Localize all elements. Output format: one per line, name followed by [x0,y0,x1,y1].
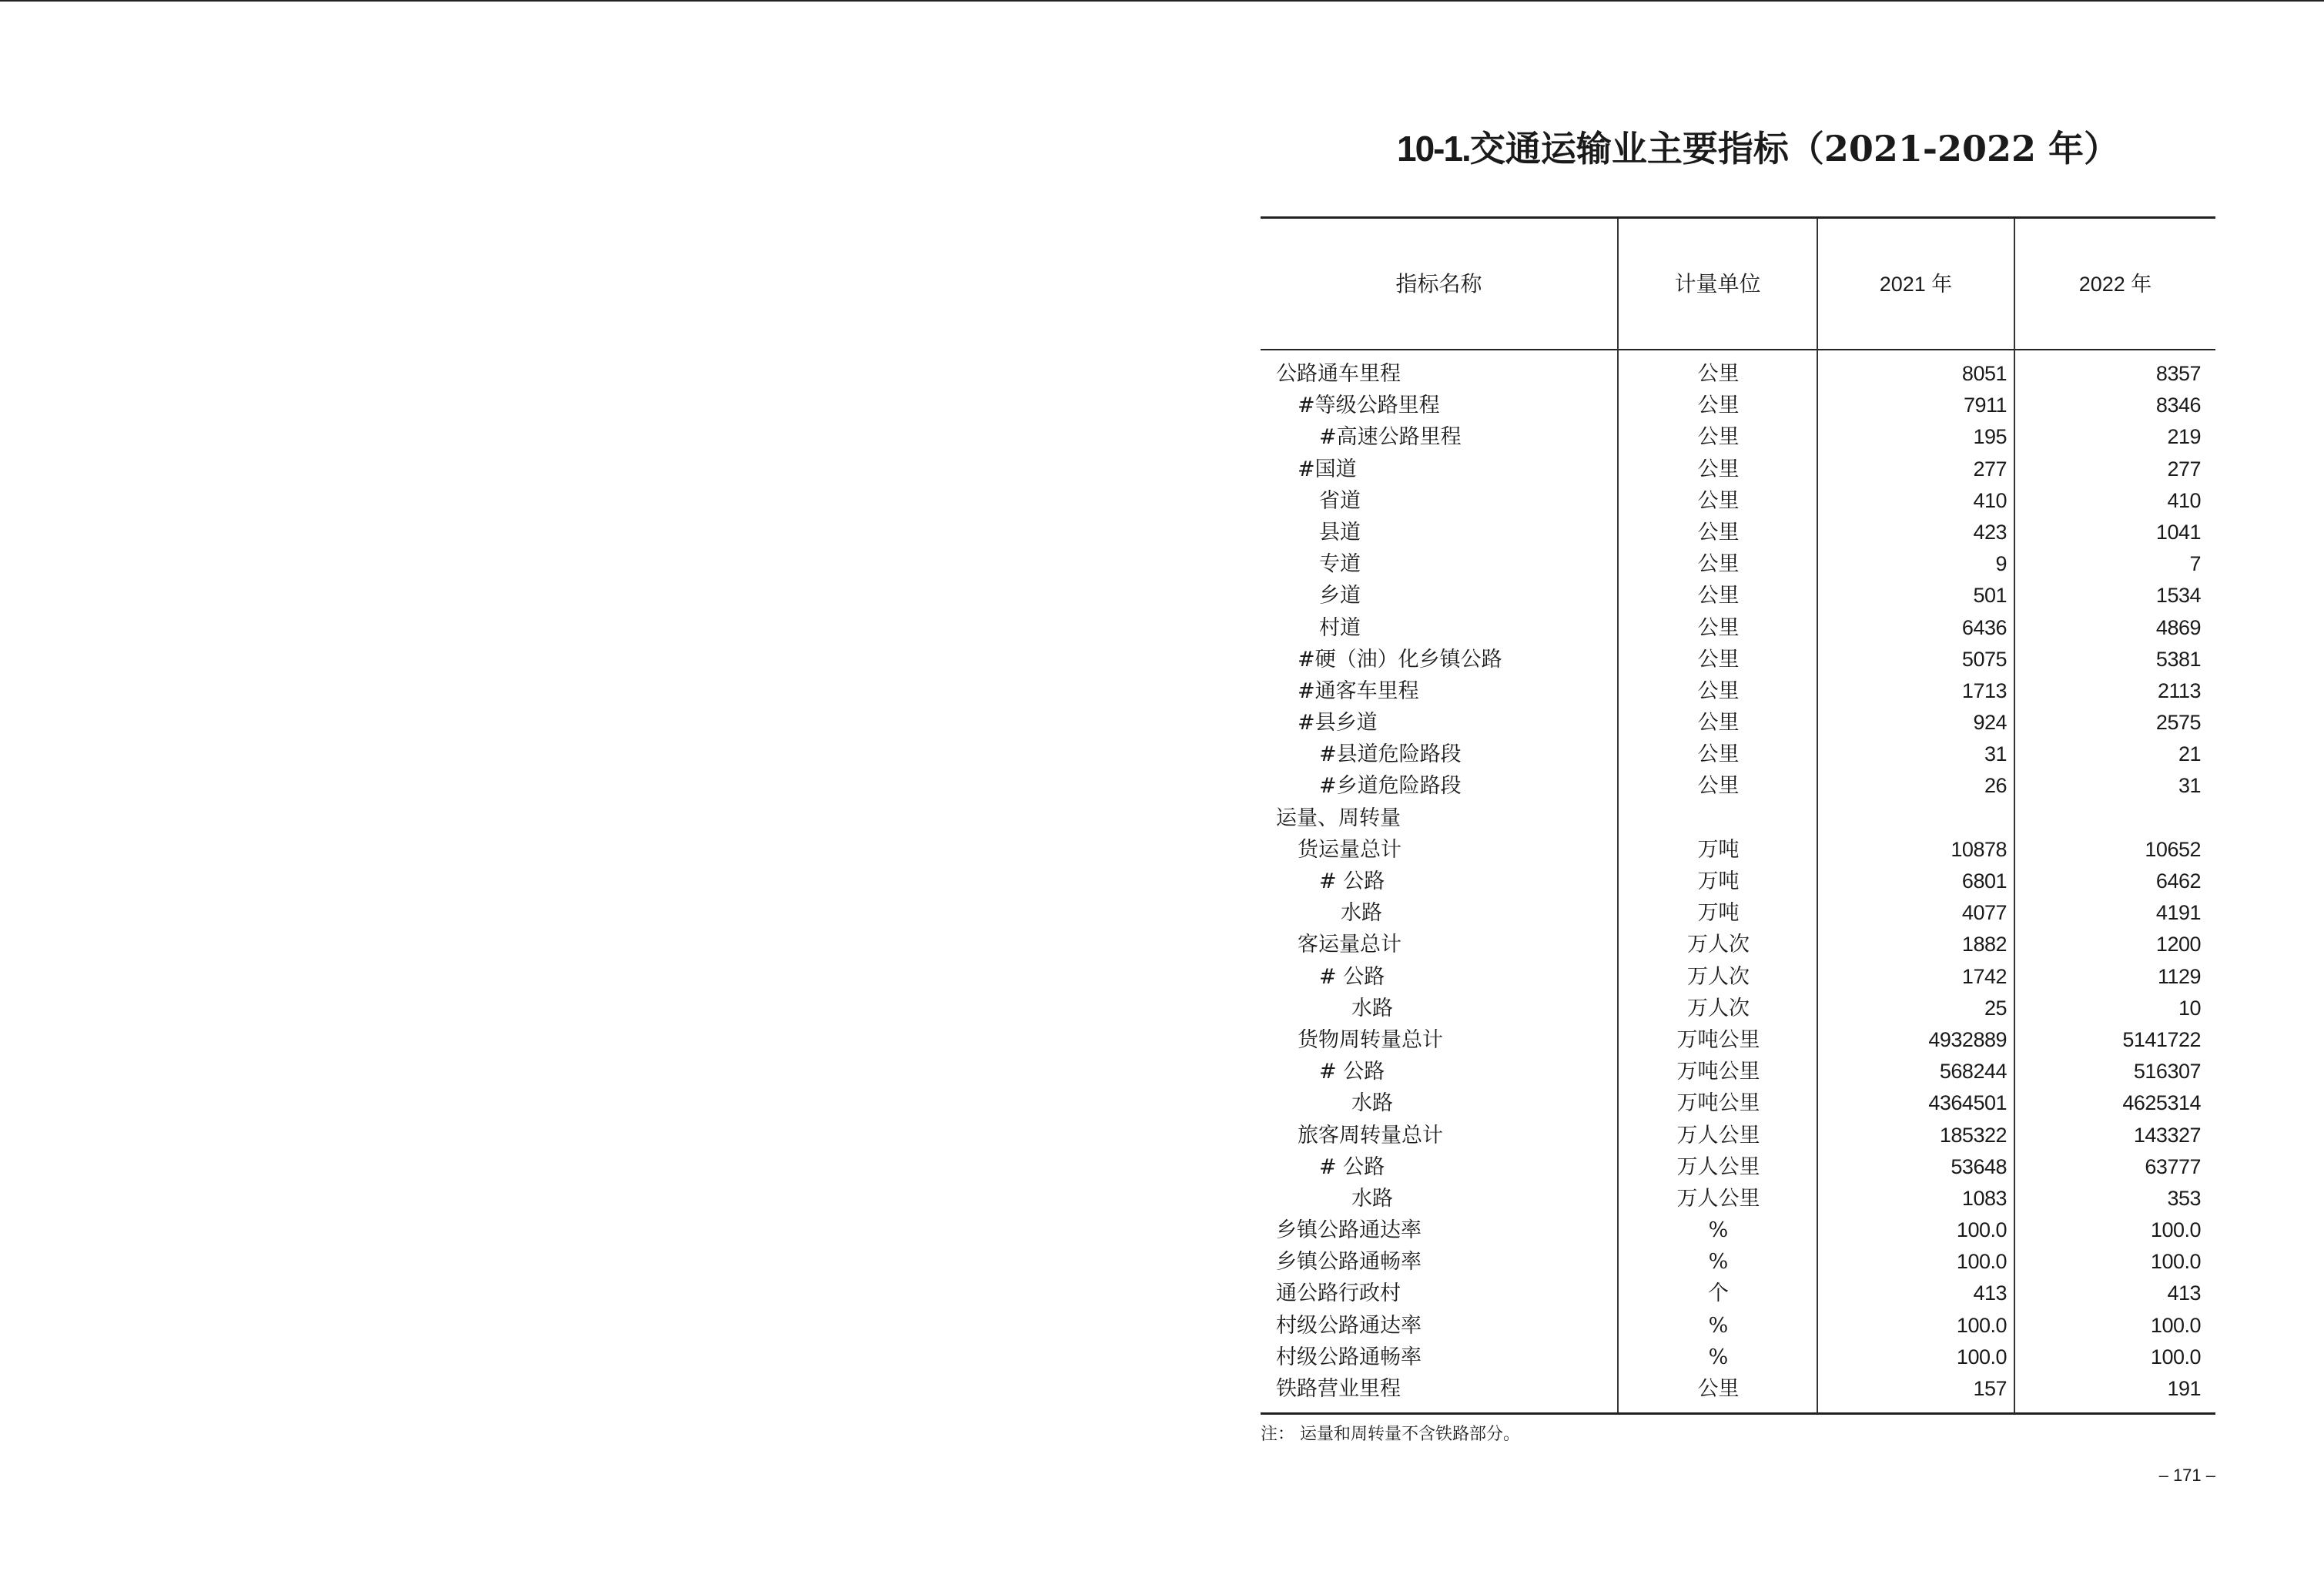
table-row [1261,1087,2215,1119]
value-2021-cell: 423 [1973,520,2007,544]
unit-cell: 万吨 [1697,901,1740,926]
table-row [1261,1214,2215,1246]
value-2022-cell: 7 [2189,552,2201,576]
value-2022-cell: 10 [2178,996,2201,1020]
value-2021-cell: 157 [1973,1377,2007,1400]
indicator-name-cell: 货运量总计 [1298,837,1401,862]
value-2022-cell: 277 [2167,457,2201,481]
table-row [1261,485,2215,517]
indicator-name-cell: 水路 [1351,1091,1393,1116]
table-row [1261,675,2215,707]
indicator-name-cell: # 公路 [1319,1154,1385,1179]
table-row [1261,1056,2215,1087]
value-2021-cell: 9 [1995,552,2007,576]
table-row [1261,1024,2215,1056]
table-row [1261,707,2215,739]
unit-cell: 公里 [1697,742,1740,767]
indicator-name-cell: #高速公路里程 [1319,425,1462,450]
value-2021-cell: 195 [1973,425,2007,449]
table-row [1261,358,2215,390]
table-row [1261,1342,2215,1373]
value-2022-cell: 100.0 [2150,1313,2201,1337]
indicator-name-cell: # 公路 [1319,964,1385,989]
value-2021-cell: 25 [1984,996,2007,1020]
indicator-name-cell: 乡镇公路通达率 [1276,1218,1422,1243]
indicator-name-cell: 旅客周转量总计 [1298,1123,1443,1147]
value-2022-cell: 410 [2167,488,2201,512]
table-row [1261,866,2215,897]
table-row [1261,770,2215,802]
unit-cell: 公里 [1697,615,1740,640]
indicator-name-cell: 县道 [1319,520,1361,544]
table-row [1261,580,2215,611]
indicator-name-cell: 村级公路通达率 [1276,1313,1422,1338]
table-row [1261,421,2215,453]
indicator-name-cell: #县道危险路段 [1319,742,1462,767]
table-row [1261,897,2215,929]
value-2022-cell: 2113 [2157,678,2201,702]
value-2021-cell: 924 [1973,711,2007,735]
value-2022-cell: 5141722 [2122,1027,2201,1051]
document-page [1261,0,2215,1588]
value-2021-cell: 1882 [1961,933,2007,956]
table-bottom-rule [1261,1412,2215,1415]
indicator-name-cell: 运量、周转量 [1276,806,1401,830]
value-2022-cell: 516307 [2133,1060,2201,1084]
value-2022-cell: 1200 [2155,933,2201,956]
value-2022-cell: 4869 [2155,615,2201,639]
value-2022-cell: 2575 [2155,711,2201,735]
value-2022-cell: 4191 [2155,901,2201,925]
title-text: 交通运输业主要指标 [1469,128,1789,169]
value-2022-cell: 100.0 [2150,1250,2201,1274]
indicator-name-cell: #县乡道 [1298,711,1378,735]
value-2021-cell: 26 [1984,774,2007,798]
unit-cell: 万吨 [1697,869,1740,893]
table-row [1261,1373,2215,1405]
table-row [1261,739,2215,770]
table-row [1261,1120,2215,1151]
header-2021-label: 2021 年 [1879,273,1953,296]
value-2021-cell: 5075 [1961,647,2007,671]
indicator-name-cell: #硬（油）化乡镇公路 [1298,647,1502,672]
unit-cell: 万人次 [1687,964,1750,989]
value-2021-cell: 1083 [1961,1186,2007,1210]
title-years: （2021-2022 年） [1788,128,2120,169]
value-2022-cell: 1041 [2155,520,2201,544]
value-2021-cell: 185322 [1939,1123,2007,1147]
table-row [1261,993,2215,1024]
table-row [1261,517,2215,548]
value-2021-cell: 8051 [1961,362,2007,385]
value-2022-cell: 353 [2167,1186,2201,1210]
unit-cell: 个 [1708,1281,1729,1306]
table-title [1261,122,2215,176]
value-2021-cell: 4932889 [1928,1027,2007,1051]
value-2022-cell: 6462 [2155,869,2201,893]
value-2021-cell: 6801 [1961,869,2007,893]
unit-cell: 万吨公里 [1676,1027,1760,1052]
table-header-rule [1261,349,2215,350]
indicator-name-cell: 村道 [1319,615,1361,640]
unit-cell: 万人公里 [1676,1186,1760,1211]
value-2022-cell: 100.0 [2150,1218,2201,1242]
unit-cell: % [1708,1218,1729,1243]
page-number: – 171 – [2158,1466,2215,1485]
unit-cell: 公里 [1697,362,1740,386]
value-2022-cell: 413 [2167,1281,2201,1305]
value-2021-cell: 1713 [1961,678,2007,702]
indicator-name-cell: 省道 [1319,488,1361,513]
value-2021-cell: 100.0 [1956,1313,2007,1337]
table-row [1261,548,2215,580]
value-2021-cell: 10878 [1951,837,2007,861]
value-2021-cell: 568244 [1939,1060,2007,1084]
indicator-name-cell: 客运量总计 [1298,933,1401,957]
unit-cell: % [1708,1345,1729,1369]
unit-cell: % [1708,1313,1729,1338]
value-2021-cell: 7911 [1963,394,2007,417]
indicator-name-cell: 村级公路通畅率 [1276,1345,1422,1369]
value-2021-cell: 31 [1984,742,2007,766]
unit-cell: 公里 [1697,678,1740,703]
value-2021-cell: 4364501 [1928,1091,2007,1115]
table-row [1261,1246,2215,1278]
title-number: 10-1. [1396,129,1470,169]
indicator-name-cell: 铁路营业里程 [1276,1377,1401,1401]
indicator-name-cell: 水路 [1351,996,1393,1020]
value-2022-cell: 191 [2167,1377,2201,1400]
value-2022-cell: 4625314 [2122,1091,2201,1115]
indicator-name-cell: # 公路 [1319,1060,1385,1084]
indicator-name-cell: 水路 [1351,1186,1393,1211]
indicator-name-cell: #等级公路里程 [1298,394,1440,418]
value-2022-cell: 10652 [2145,837,2201,861]
value-2021-cell: 277 [1973,457,2007,481]
table-row [1261,1151,2215,1183]
value-2022-cell: 5381 [2155,647,2201,671]
unit-cell: 万人次 [1687,933,1750,957]
value-2021-cell: 1742 [1961,964,2007,988]
unit-cell: 万吨公里 [1676,1060,1760,1084]
value-2022-cell: 100.0 [2150,1345,2201,1369]
value-2022-cell: 1129 [2157,964,2201,988]
header-2022 [2015,219,2215,349]
value-2022-cell: 31 [2178,774,2201,798]
footnote: 注： 运量和周转量不含铁路部分。 [1261,1425,1520,1444]
table-row [1261,929,2215,960]
header-unit: 计量单位 [1674,271,1761,296]
indicator-name-cell: 货物周转量总计 [1298,1027,1443,1052]
indicator-name-cell: #乡道危险路段 [1319,774,1462,799]
value-2021-cell: 413 [1973,1281,2007,1305]
unit-cell: 公里 [1697,774,1740,799]
table-row [1261,644,2215,675]
table-row [1261,612,2215,644]
value-2022-cell: 21 [2178,742,2201,766]
unit-cell: 公里 [1697,584,1740,608]
table-row [1261,390,2215,421]
unit-cell: 公里 [1697,552,1740,577]
indicator-name-cell: 水路 [1341,901,1382,926]
header-indicator-name: 指标名称 [1395,271,1482,296]
unit-cell: 万吨公里 [1676,1091,1760,1116]
indicator-name-cell: 乡道 [1319,584,1361,608]
value-2021-cell: 501 [1973,584,2007,608]
value-2022-cell: 219 [2167,425,2201,449]
unit-cell: 公里 [1697,1377,1740,1401]
unit-cell: 公里 [1697,425,1740,450]
value-2022-cell: 8357 [2155,362,2201,385]
value-2021-cell: 100.0 [1956,1218,2007,1242]
table-row [1261,961,2215,993]
unit-cell: 公里 [1697,520,1740,544]
table-row [1261,834,2215,866]
value-2021-cell: 53648 [1951,1154,2007,1178]
indicator-name-cell: 公路通车里程 [1276,362,1401,386]
unit-cell: % [1708,1250,1729,1275]
value-2021-cell: 100.0 [1956,1345,2007,1369]
unit-cell: 万人次 [1687,996,1750,1020]
header-2022-label: 2022 年 [2078,273,2152,296]
table-row [1261,802,2215,834]
table-body [1261,358,2215,1405]
value-2021-cell: 4077 [1961,901,2007,925]
header-2021 [1818,219,2014,349]
value-2021-cell: 410 [1973,488,2007,512]
unit-cell: 万吨 [1697,837,1740,862]
table-row [1261,454,2215,485]
indicator-name-cell: 专道 [1319,552,1361,577]
unit-cell: 公里 [1697,488,1740,513]
table-row [1261,1310,2215,1342]
value-2021-cell: 6436 [1961,615,2007,639]
value-2022-cell: 1534 [2155,584,2201,608]
unit-cell: 公里 [1697,394,1740,418]
value-2021-cell: 100.0 [1956,1250,2007,1274]
indicator-name-cell: 乡镇公路通畅率 [1276,1250,1422,1275]
value-2022-cell: 63777 [2145,1154,2201,1178]
unit-cell: 万人公里 [1676,1123,1760,1147]
unit-cell: 公里 [1697,647,1740,672]
unit-cell: 公里 [1697,711,1740,735]
value-2022-cell: 143327 [2133,1123,2201,1147]
table-row [1261,1278,2215,1309]
indicator-name-cell: #国道 [1298,457,1357,481]
table-row [1261,1183,2215,1214]
unit-cell: 公里 [1697,457,1740,481]
indicator-name-cell: #通客车里程 [1298,678,1419,703]
value-2022-cell: 8346 [2155,394,2201,417]
indicator-name-cell: # 公路 [1319,869,1385,893]
indicator-name-cell: 通公路行政村 [1276,1281,1401,1306]
unit-cell: 万人公里 [1676,1154,1760,1179]
